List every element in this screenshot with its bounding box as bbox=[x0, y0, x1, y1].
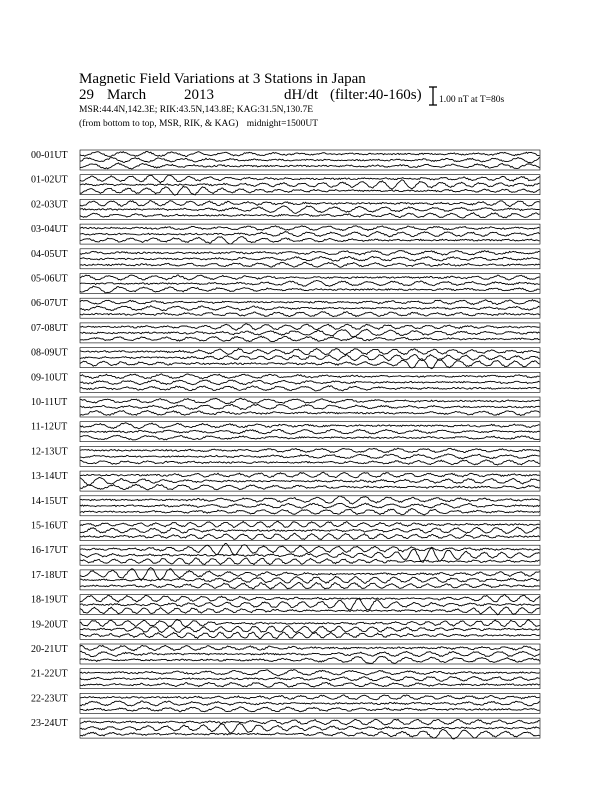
trace-rik bbox=[80, 232, 540, 237]
trace-rik bbox=[80, 380, 540, 385]
hour-row bbox=[31, 323, 540, 343]
date-month: March bbox=[107, 87, 147, 103]
hour-label: 21-22UT bbox=[31, 668, 68, 680]
hour-label: 03-04UT bbox=[31, 224, 68, 236]
row-frame bbox=[80, 175, 540, 195]
trace-rik bbox=[80, 256, 540, 261]
trace-kag bbox=[80, 226, 540, 231]
trace-kag bbox=[80, 423, 540, 429]
hour-label: 08-09UT bbox=[31, 347, 68, 359]
trace-kag bbox=[80, 472, 540, 478]
hour-label: 10-11UT bbox=[31, 397, 68, 408]
hour-label: 01-02UT bbox=[31, 174, 68, 186]
trace-kag bbox=[80, 151, 540, 156]
hour-row bbox=[31, 199, 540, 219]
hour-label: 20-21UT bbox=[31, 644, 68, 655]
hour-label: 23-24UT bbox=[31, 718, 68, 730]
trace-rik bbox=[80, 548, 540, 562]
order-note: (from bottom to top, MSR, RIK, & KAG) bbox=[79, 119, 239, 129]
trace-kag bbox=[80, 496, 540, 504]
trace-kag bbox=[80, 374, 540, 379]
trace-rik bbox=[80, 180, 540, 189]
trace-kag bbox=[80, 201, 540, 207]
hour-row bbox=[31, 249, 540, 269]
hour-label: 04-05UT bbox=[31, 248, 68, 260]
hour-row bbox=[31, 669, 540, 689]
trace-kag bbox=[80, 349, 540, 355]
hour-label: 19-20UT bbox=[31, 619, 68, 631]
trace-rik bbox=[80, 527, 540, 533]
trace-rik bbox=[80, 329, 540, 337]
trace-kag bbox=[80, 521, 540, 527]
hour-label: 11-12UT bbox=[31, 421, 68, 433]
trace-msr bbox=[80, 286, 540, 293]
trace-msr bbox=[80, 484, 540, 489]
hour-label: 07-08UT bbox=[31, 322, 68, 334]
trace-msr bbox=[80, 336, 540, 341]
hour-label: 15-16UT bbox=[31, 520, 68, 532]
hour-row bbox=[31, 594, 540, 614]
trace-msr bbox=[80, 558, 540, 565]
trace-rik bbox=[80, 404, 540, 409]
hour-label: 06-07UT bbox=[31, 298, 68, 310]
hour-row bbox=[31, 372, 540, 392]
trace-kag bbox=[80, 175, 540, 183]
trace-rik bbox=[80, 354, 540, 360]
trace-kag bbox=[80, 275, 540, 280]
trace-msr bbox=[80, 312, 540, 317]
trace-kag bbox=[80, 324, 540, 330]
trace-msr bbox=[80, 411, 540, 416]
chart-title: Magnetic Field Variations at 3 Stations in Japan bbox=[79, 71, 366, 87]
hour-label: 18-19UT bbox=[31, 594, 68, 606]
hour-row bbox=[31, 224, 540, 244]
trace-rik bbox=[80, 206, 540, 214]
scale-label: 1.00 nT at T=80s bbox=[439, 95, 505, 105]
hour-label: 22-23UT bbox=[31, 693, 68, 705]
trace-msr bbox=[80, 262, 540, 267]
hour-label: 16-17UT bbox=[31, 545, 68, 557]
trace-msr bbox=[80, 607, 540, 615]
hour-row bbox=[31, 348, 540, 369]
hour-row bbox=[31, 644, 540, 664]
trace-rik bbox=[80, 576, 540, 583]
trace-msr bbox=[80, 656, 540, 663]
trace-rik bbox=[80, 599, 540, 610]
quantity-label: dH/dt bbox=[284, 87, 319, 103]
hour-label: 05-06UT bbox=[31, 273, 68, 285]
trace-rik bbox=[80, 723, 540, 733]
trace-kag bbox=[80, 719, 540, 725]
trace-rik bbox=[80, 626, 540, 633]
hour-row bbox=[31, 446, 540, 466]
trace-msr bbox=[80, 460, 540, 465]
hour-row bbox=[31, 521, 540, 541]
trace-rik bbox=[80, 280, 540, 286]
trace-rik bbox=[80, 306, 540, 311]
trace-rik bbox=[80, 429, 540, 434]
date-day: 29 bbox=[79, 87, 94, 103]
hour-row bbox=[31, 543, 540, 565]
trace-msr bbox=[80, 707, 540, 712]
trace-msr bbox=[80, 213, 540, 218]
trace-msr bbox=[80, 582, 540, 589]
hour-label: 12-13UT bbox=[31, 446, 68, 458]
hour-row bbox=[31, 175, 540, 195]
trace-msr bbox=[80, 386, 540, 391]
hour-row bbox=[31, 397, 540, 417]
hour-label: 02-03UT bbox=[31, 199, 68, 211]
trace-msr bbox=[80, 359, 540, 369]
trace-msr bbox=[80, 509, 540, 515]
trace-kag bbox=[80, 300, 540, 305]
hour-row bbox=[31, 718, 540, 739]
station-coordinates: MSR:44.4N,142.3E; RIK:43.5N,143.8E; KAG:31.5N,130.7E bbox=[79, 105, 314, 115]
trace-kag bbox=[80, 670, 540, 676]
trace-msr bbox=[80, 186, 540, 195]
hour-row bbox=[31, 693, 540, 713]
trace-msr bbox=[80, 533, 540, 539]
trace-msr bbox=[80, 682, 540, 687]
trace-rik bbox=[80, 157, 540, 163]
trace-kag bbox=[80, 645, 540, 650]
trace-msr bbox=[80, 729, 540, 738]
trace-rik bbox=[80, 477, 540, 485]
hour-row bbox=[31, 274, 540, 294]
hour-row bbox=[31, 422, 540, 442]
hour-row bbox=[31, 619, 540, 639]
trace-kag bbox=[80, 594, 540, 602]
trace-rik bbox=[80, 454, 540, 459]
trace-kag bbox=[80, 695, 540, 700]
trace-kag bbox=[80, 398, 540, 403]
row-frame bbox=[80, 496, 540, 516]
trace-rik bbox=[80, 651, 540, 656]
trace-msr bbox=[80, 632, 540, 639]
hour-label: 13-14UT bbox=[31, 471, 68, 483]
trace-kag bbox=[80, 619, 540, 626]
hour-row bbox=[31, 298, 540, 318]
trace-kag bbox=[80, 448, 540, 452]
date-year: 2013 bbox=[184, 87, 214, 103]
hour-label: 17-18UT bbox=[31, 569, 68, 581]
trace-rik bbox=[80, 503, 540, 508]
hour-row bbox=[31, 496, 540, 516]
hour-label: 09-10UT bbox=[31, 372, 68, 384]
trace-msr bbox=[80, 237, 540, 244]
trace-rik bbox=[80, 677, 540, 682]
filter-label: (filter:40-160s) bbox=[330, 87, 422, 103]
trace-kag bbox=[80, 251, 540, 256]
hour-row bbox=[31, 471, 540, 491]
trace-msr bbox=[80, 163, 540, 169]
hour-label: 00-01UT bbox=[31, 150, 68, 161]
hour-label: 14-15UT bbox=[31, 495, 68, 507]
trace-msr bbox=[80, 435, 540, 440]
hour-row bbox=[31, 150, 540, 170]
midnight-note: midnight=1500UT bbox=[246, 119, 319, 129]
trace-rik bbox=[80, 701, 540, 706]
hour-row bbox=[31, 568, 540, 590]
